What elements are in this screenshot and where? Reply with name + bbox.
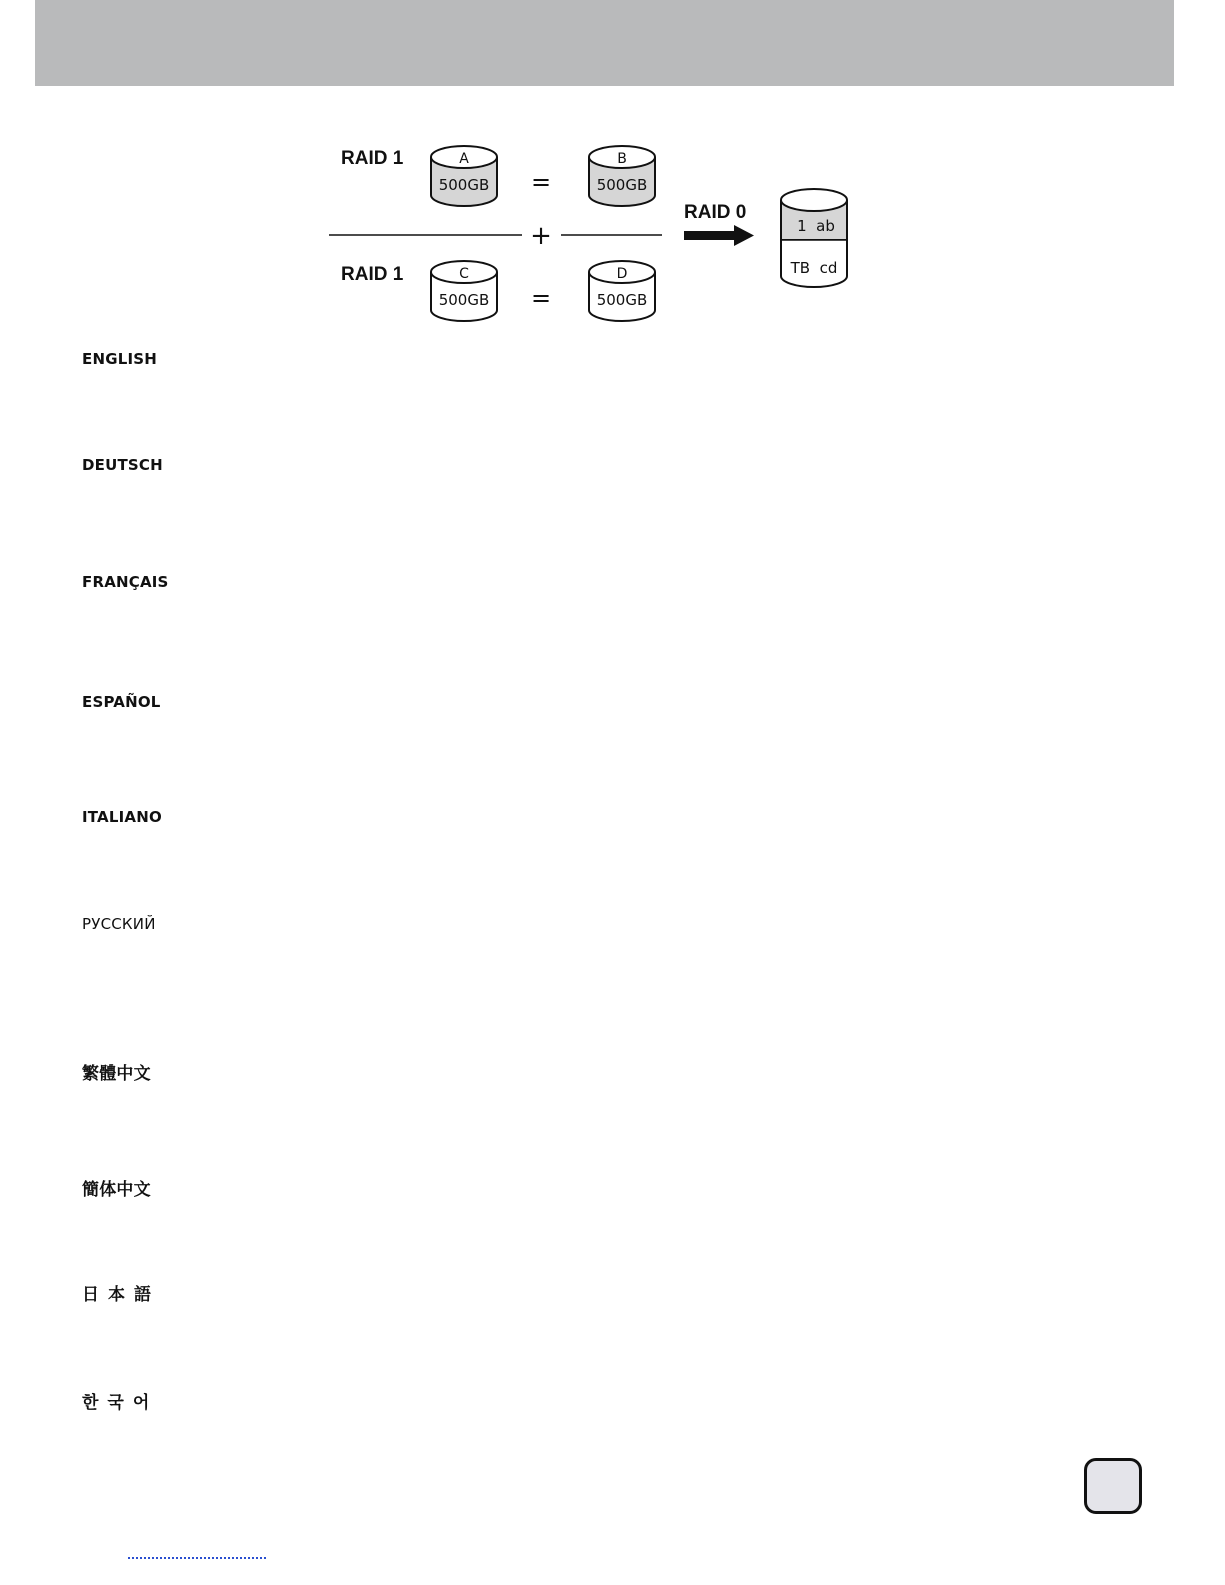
raid-diagram	[0, 0, 1225, 340]
lang-korean: 한국어	[82, 1393, 159, 1413]
lang-deutsch: DEUTSCH	[82, 456, 163, 474]
right-arrow-icon	[684, 225, 754, 246]
lang-english: ENGLISH	[82, 350, 158, 368]
lang-simplified-chinese: 簡体中文	[82, 1180, 151, 1200]
result-top-text: 1 ab	[797, 217, 835, 235]
equals-top: =	[530, 168, 552, 196]
disk-a-letter: A	[459, 151, 469, 167]
result-bottom-text: TB cd	[790, 259, 838, 277]
lang-francais: FRANÇAIS	[82, 573, 169, 591]
raid1-top-label: RAID 1	[341, 148, 404, 169]
page-number-badge	[1084, 1458, 1142, 1514]
disk-a-capacity: 500GB	[438, 176, 490, 194]
equals-bottom: =	[530, 284, 552, 312]
lang-russian: РУССКИЙ	[82, 915, 156, 933]
disk-d-letter: D	[616, 266, 628, 282]
disk-c-letter: C	[459, 266, 469, 282]
disk-a	[431, 146, 497, 206]
disk-c	[431, 261, 497, 321]
disk-c-capacity: 500GB	[438, 291, 490, 309]
lang-traditional-chinese: 繁體中文	[82, 1064, 151, 1084]
plus-sign: +	[530, 221, 552, 251]
disk-b	[589, 146, 655, 206]
disk-b-letter: B	[617, 151, 627, 167]
lang-espanol: ESPAÑOL	[82, 693, 161, 711]
result-disk	[781, 189, 847, 287]
disk-b-capacity: 500GB	[596, 176, 648, 194]
disk-d	[589, 261, 655, 321]
disk-d-capacity: 500GB	[596, 291, 648, 309]
lang-japanese: 日本語	[82, 1285, 160, 1305]
lang-italiano: ITALIANO	[82, 808, 162, 826]
raid0-label: RAID 0	[684, 202, 747, 223]
bottom-rule	[128, 1557, 266, 1559]
raid1-bottom-label: RAID 1	[341, 264, 404, 285]
